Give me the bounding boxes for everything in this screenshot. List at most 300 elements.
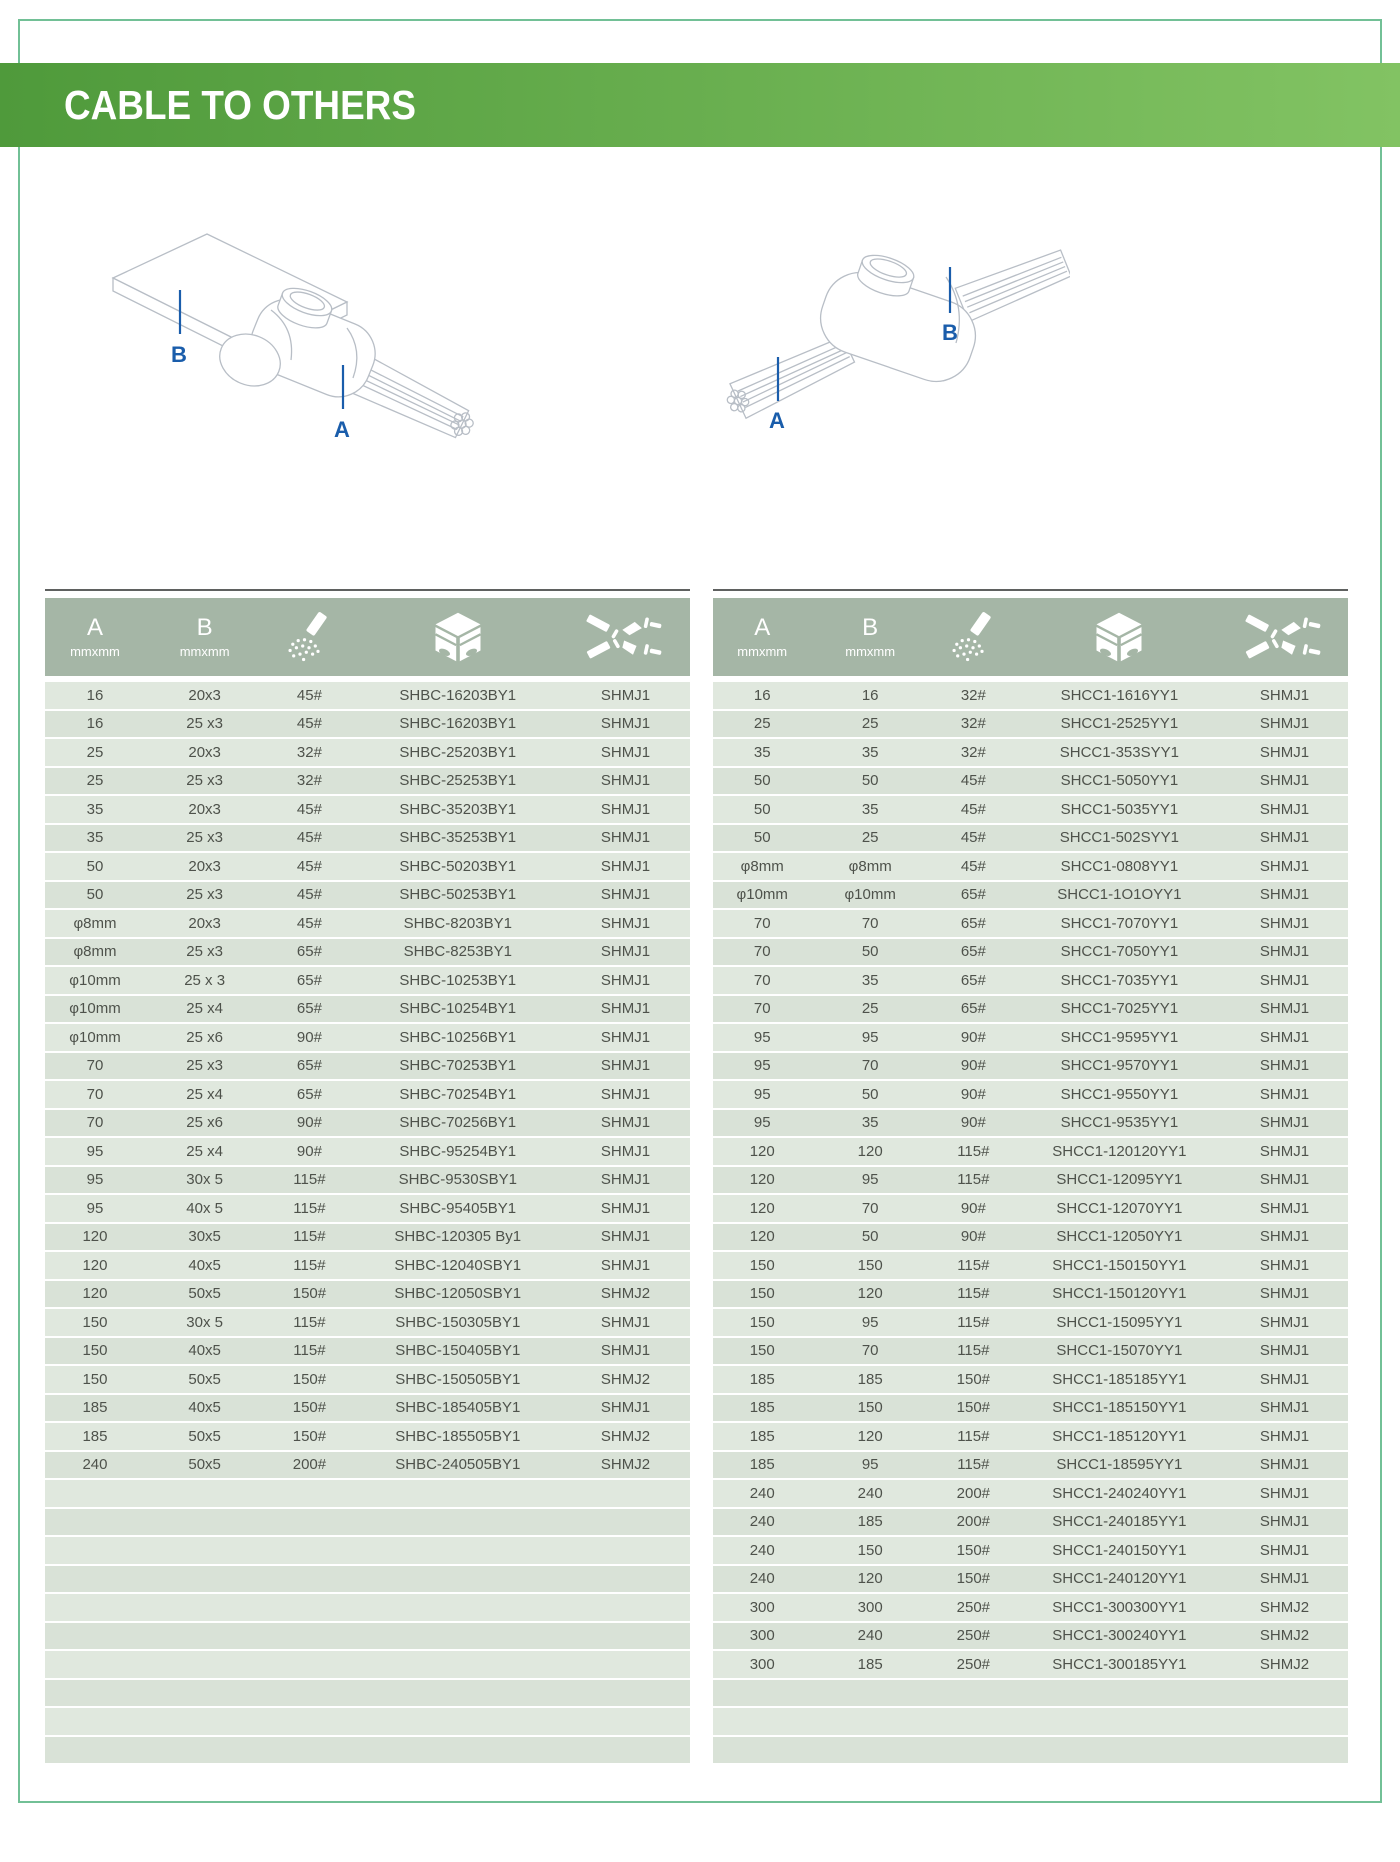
- cell: 240: [45, 1452, 145, 1479]
- table-row: [45, 768, 690, 795]
- cell: 50: [45, 882, 145, 909]
- cell: SHBC-185505BY1: [355, 1423, 561, 1450]
- table-row: [713, 739, 1348, 766]
- cell: 185: [45, 1395, 145, 1422]
- cell: SHCC1-15095YY1: [1018, 1309, 1221, 1336]
- table-top-rule: [713, 589, 1348, 591]
- cell: 185: [811, 1509, 928, 1536]
- cell: SHCC1-240185YY1: [1018, 1509, 1221, 1536]
- cell: SHCC1-12070YY1: [1018, 1195, 1221, 1222]
- cell: 35: [811, 1110, 928, 1137]
- cell: φ8mm: [713, 853, 811, 880]
- cell: [355, 1737, 561, 1764]
- cell: 185: [45, 1423, 145, 1450]
- cell: SHCC1-300300YY1: [1018, 1594, 1221, 1621]
- cell: 90#: [264, 1138, 354, 1165]
- column-header-product: [355, 610, 561, 664]
- label-b: B: [171, 342, 187, 367]
- column-a-label: A: [86, 614, 103, 641]
- table-row: [713, 1024, 1348, 1051]
- cell: 150: [45, 1366, 145, 1393]
- cell: SHBC-185405BY1: [355, 1395, 561, 1422]
- column-header-abrasive: [264, 610, 354, 664]
- cell: 115#: [264, 1167, 354, 1194]
- cell: SHMJ1: [561, 996, 690, 1023]
- cell: SHMJ1: [1221, 1480, 1348, 1507]
- cell: 300: [713, 1651, 811, 1678]
- cell: SHCC1-7070YY1: [1018, 910, 1221, 937]
- cell: SHMJ1: [561, 910, 690, 937]
- cell: SHBC-35253BY1: [355, 825, 561, 852]
- cell: 65#: [929, 882, 1018, 909]
- cell: [561, 1708, 690, 1735]
- table-row: [713, 1224, 1348, 1251]
- cell: [45, 1708, 145, 1735]
- table-row: [713, 1252, 1348, 1279]
- cell: SHBC-25253BY1: [355, 768, 561, 795]
- cell: SHBC-50253BY1: [355, 882, 561, 909]
- cell: SHMJ1: [561, 1053, 690, 1080]
- cell: 35: [811, 967, 928, 994]
- cell: [264, 1566, 354, 1593]
- cell: 50: [811, 1081, 928, 1108]
- cell: [713, 1737, 811, 1764]
- cell: 70: [45, 1110, 145, 1137]
- table-row: [713, 1138, 1348, 1165]
- cell: 150: [713, 1338, 811, 1365]
- cell: 16: [45, 682, 145, 709]
- cell: 185: [811, 1366, 928, 1393]
- cell: SHBC-35203BY1: [355, 796, 561, 823]
- cell: [264, 1480, 354, 1507]
- cell: 250#: [929, 1594, 1018, 1621]
- table-row: [713, 682, 1348, 709]
- cell: 50x5: [145, 1423, 264, 1450]
- cell: 35: [811, 796, 928, 823]
- cell: 90#: [929, 1053, 1018, 1080]
- cell: 65#: [264, 939, 354, 966]
- cell: 150#: [929, 1395, 1018, 1422]
- table-row: [45, 996, 690, 1023]
- table-row: [45, 1395, 690, 1422]
- cell: 30x5: [145, 1224, 264, 1251]
- cell: [355, 1537, 561, 1564]
- cell: SHMJ1: [561, 1224, 690, 1251]
- cell: SHMJ1: [1221, 882, 1348, 909]
- cell: 45#: [264, 711, 354, 738]
- cell: SHMJ1: [561, 1338, 690, 1365]
- cell: [355, 1651, 561, 1678]
- cell: SHCC1-7025YY1: [1018, 996, 1221, 1023]
- cell: 70: [811, 910, 928, 937]
- cell: SHMJ1: [1221, 853, 1348, 880]
- cell: 70: [45, 1053, 145, 1080]
- cell: 20x3: [145, 910, 264, 937]
- cell: 90#: [929, 1195, 1018, 1222]
- cell: [1018, 1737, 1221, 1764]
- cell: 40x5: [145, 1338, 264, 1365]
- cell: SHCC1-1O1OYY1: [1018, 882, 1221, 909]
- label-a: A: [334, 417, 350, 442]
- cell: 70: [713, 910, 811, 937]
- cell: 120: [713, 1195, 811, 1222]
- cell: 95: [713, 1053, 811, 1080]
- table-row: [713, 1110, 1348, 1137]
- cell: 95: [713, 1024, 811, 1051]
- cable-to-cable-drawing: [650, 215, 1070, 445]
- cell: 240: [811, 1480, 928, 1507]
- assembly-parts-icon: [1244, 610, 1324, 664]
- cell: 300: [811, 1594, 928, 1621]
- cell: 185: [811, 1651, 928, 1678]
- cell: 70: [713, 996, 811, 1023]
- cell: [355, 1680, 561, 1707]
- cell: [713, 1680, 811, 1707]
- cell: SHMJ1: [1221, 1252, 1348, 1279]
- cell: 120: [811, 1423, 928, 1450]
- column-header-b: [811, 615, 928, 659]
- cell: SHCC1-300240YY1: [1018, 1623, 1221, 1650]
- table-top-rule: [45, 589, 690, 591]
- label-a: A: [769, 408, 785, 433]
- table-row: [713, 1480, 1348, 1507]
- cell: 50: [811, 939, 928, 966]
- cell: SHCC1-502SYY1: [1018, 825, 1221, 852]
- cell: SHMJ1: [1221, 1366, 1348, 1393]
- cell: 70: [811, 1195, 928, 1222]
- cell: 25: [811, 996, 928, 1023]
- table-row: [45, 739, 690, 766]
- cell: [1221, 1680, 1348, 1707]
- cell: 115#: [929, 1309, 1018, 1336]
- cell: [145, 1480, 264, 1507]
- cell: [929, 1680, 1018, 1707]
- table-row-empty: [45, 1509, 690, 1536]
- table-row: [713, 1395, 1348, 1422]
- cell: φ8mm: [45, 939, 145, 966]
- cell: [561, 1594, 690, 1621]
- cell: 25 x3: [145, 939, 264, 966]
- cell: [929, 1708, 1018, 1735]
- cell: SHMJ1: [561, 1138, 690, 1165]
- cell: SHCC1-12095YY1: [1018, 1167, 1221, 1194]
- cell: SHMJ1: [1221, 1537, 1348, 1564]
- cell: SHCC1-185185YY1: [1018, 1366, 1221, 1393]
- cell: 65#: [929, 939, 1018, 966]
- cell: SHCC1-15070YY1: [1018, 1338, 1221, 1365]
- cell: 20x3: [145, 853, 264, 880]
- cell: [561, 1680, 690, 1707]
- table-row: [45, 1338, 690, 1365]
- cell: SHMJ1: [1221, 1053, 1348, 1080]
- cell: 40x 5: [145, 1195, 264, 1222]
- table-row: [713, 1452, 1348, 1479]
- label-b: B: [942, 320, 958, 345]
- cell: 150#: [264, 1366, 354, 1393]
- cell: [561, 1651, 690, 1678]
- cell: SHMJ1: [561, 1252, 690, 1279]
- cell: [355, 1509, 561, 1536]
- cell: SHMJ1: [1221, 1566, 1348, 1593]
- cell: [264, 1708, 354, 1735]
- cell: [264, 1537, 354, 1564]
- cell: 65#: [264, 1081, 354, 1108]
- cell: 150: [45, 1309, 145, 1336]
- cell: 250#: [929, 1651, 1018, 1678]
- cell: 25 x3: [145, 825, 264, 852]
- cell: SHMJ1: [561, 768, 690, 795]
- cell: SHCC1-300185YY1: [1018, 1651, 1221, 1678]
- cell: [355, 1708, 561, 1735]
- bar-to-cable-drawing: [95, 210, 485, 450]
- cell: 185: [713, 1423, 811, 1450]
- cell: SHCC1-185120YY1: [1018, 1423, 1221, 1450]
- cell: 32#: [929, 711, 1018, 738]
- table-row: [45, 1309, 690, 1336]
- cell: 150#: [929, 1537, 1018, 1564]
- table-row: [713, 1309, 1348, 1336]
- spec-table-body: [45, 680, 690, 1765]
- cell: [145, 1623, 264, 1650]
- cell: SHMJ1: [561, 796, 690, 823]
- table-row: [45, 1252, 690, 1279]
- cell: [1018, 1680, 1221, 1707]
- cell: SHBC-150505BY1: [355, 1366, 561, 1393]
- cell: 120: [713, 1224, 811, 1251]
- cell: 150: [713, 1309, 811, 1336]
- cell: 25: [45, 768, 145, 795]
- cell: 25: [811, 711, 928, 738]
- cell: SHMJ2: [561, 1366, 690, 1393]
- cell: SHMJ1: [1221, 1509, 1348, 1536]
- cell: 300: [713, 1594, 811, 1621]
- cell: 250#: [929, 1623, 1018, 1650]
- cell: SHMJ1: [561, 967, 690, 994]
- cell: [145, 1651, 264, 1678]
- cell: SHCC1-18595YY1: [1018, 1452, 1221, 1479]
- column-a-label: A: [754, 614, 771, 641]
- table-row-empty: [45, 1680, 690, 1707]
- cell: [561, 1537, 690, 1564]
- cell: [45, 1509, 145, 1536]
- cell: SHCC1-5050YY1: [1018, 768, 1221, 795]
- cell: 240: [713, 1537, 811, 1564]
- cell: 65#: [264, 1053, 354, 1080]
- cell: 25 x 3: [145, 967, 264, 994]
- table-row: [45, 939, 690, 966]
- cell: 45#: [264, 853, 354, 880]
- cell: 300: [713, 1623, 811, 1650]
- cell: 120: [45, 1252, 145, 1279]
- cell: 115#: [929, 1252, 1018, 1279]
- table-row: [713, 1623, 1348, 1650]
- table-row: [713, 1366, 1348, 1393]
- cell: 120: [811, 1138, 928, 1165]
- cell: 150: [713, 1252, 811, 1279]
- cell: SHCC1-240240YY1: [1018, 1480, 1221, 1507]
- cell: [45, 1623, 145, 1650]
- cell: SHMJ2: [561, 1423, 690, 1450]
- column-header-a: [45, 615, 145, 659]
- cell: [264, 1509, 354, 1536]
- table-row: [713, 1338, 1348, 1365]
- table-row: [713, 1081, 1348, 1108]
- cell: 185: [713, 1366, 811, 1393]
- cell: 45#: [264, 910, 354, 937]
- cell: 25 x3: [145, 711, 264, 738]
- cell: 120: [811, 1281, 928, 1308]
- cell: SHMJ1: [1221, 939, 1348, 966]
- table-row: [713, 1195, 1348, 1222]
- cell: SHMJ1: [1221, 1309, 1348, 1336]
- column-a-unit: mmxmm: [737, 644, 788, 659]
- cell: φ10mm: [45, 996, 145, 1023]
- cell: 150#: [264, 1395, 354, 1422]
- cell: SHMJ1: [561, 1395, 690, 1422]
- cell: φ10mm: [45, 1024, 145, 1051]
- cell: 25 x6: [145, 1024, 264, 1051]
- cell: 115#: [929, 1138, 1018, 1165]
- cell: [561, 1623, 690, 1650]
- table-row: [45, 1452, 690, 1479]
- cell: φ10mm: [713, 882, 811, 909]
- table-row: [45, 1366, 690, 1393]
- cell: SHMJ1: [1221, 1024, 1348, 1051]
- table-row: [45, 796, 690, 823]
- table-row: [713, 1594, 1348, 1621]
- cell: 45#: [929, 825, 1018, 852]
- cell: 150#: [264, 1423, 354, 1450]
- cell: [355, 1566, 561, 1593]
- cell: 45#: [264, 682, 354, 709]
- cell: 30x 5: [145, 1309, 264, 1336]
- cell: SHMJ1: [561, 882, 690, 909]
- cell: SHCC1-353SYY1: [1018, 739, 1221, 766]
- cell: SHCC1-9535YY1: [1018, 1110, 1221, 1137]
- cell: [811, 1680, 928, 1707]
- table-row: [713, 1167, 1348, 1194]
- column-header-assembly: [561, 610, 690, 664]
- cell: SHBC-70256BY1: [355, 1110, 561, 1137]
- cell: [811, 1708, 928, 1735]
- section-banner: [0, 63, 1400, 147]
- table-row: [713, 796, 1348, 823]
- cell: SHMJ1: [1221, 1452, 1348, 1479]
- cell: 16: [713, 682, 811, 709]
- cell: 115#: [929, 1423, 1018, 1450]
- cell: SHMJ1: [1221, 1195, 1348, 1222]
- cell: SHBC-25203BY1: [355, 739, 561, 766]
- table-row: [45, 1195, 690, 1222]
- table-row-empty: [45, 1480, 690, 1507]
- cell: 32#: [929, 682, 1018, 709]
- cell: 90#: [929, 1081, 1018, 1108]
- table-row: [713, 1509, 1348, 1536]
- table-row: [45, 1167, 690, 1194]
- cell: 115#: [929, 1167, 1018, 1194]
- cell: SHBC-10256BY1: [355, 1024, 561, 1051]
- cell: 150: [811, 1395, 928, 1422]
- table-row: [713, 853, 1348, 880]
- cell: [1221, 1737, 1348, 1764]
- cell: [811, 1737, 928, 1764]
- cell: SHMJ1: [1221, 1081, 1348, 1108]
- table-row-empty: [45, 1566, 690, 1593]
- table-row: [713, 1281, 1348, 1308]
- cell: 25 x3: [145, 768, 264, 795]
- table-row: [45, 1423, 690, 1450]
- cell: SHBC-120305 By1: [355, 1224, 561, 1251]
- cell: 115#: [929, 1281, 1018, 1308]
- cell: 150: [713, 1281, 811, 1308]
- cell: 65#: [264, 967, 354, 994]
- table-row-empty: [713, 1680, 1348, 1707]
- cell: SHCC1-150120YY1: [1018, 1281, 1221, 1308]
- cell: 150#: [929, 1566, 1018, 1593]
- cell: 25 x3: [145, 882, 264, 909]
- cell: 200#: [929, 1480, 1018, 1507]
- cell: 200#: [929, 1509, 1018, 1536]
- cell: 95: [811, 1309, 928, 1336]
- cell: 240: [713, 1509, 811, 1536]
- cell: 20x3: [145, 739, 264, 766]
- cell: 32#: [264, 768, 354, 795]
- column-header-abrasive: [929, 610, 1018, 664]
- cell: [45, 1594, 145, 1621]
- cell: 20x3: [145, 796, 264, 823]
- cell: [561, 1480, 690, 1507]
- cell: 70: [45, 1081, 145, 1108]
- table-header: [713, 598, 1348, 676]
- cell: 25 x3: [145, 1053, 264, 1080]
- table-row: [713, 1566, 1348, 1593]
- cell: 200#: [264, 1452, 354, 1479]
- cable-strands-right: [955, 246, 1070, 321]
- table-row-empty: [45, 1594, 690, 1621]
- cell: 50x5: [145, 1366, 264, 1393]
- table-row: [713, 1651, 1348, 1678]
- cell: SHBC-240505BY1: [355, 1452, 561, 1479]
- cell: 70: [713, 967, 811, 994]
- cell: 150: [45, 1338, 145, 1365]
- column-a-unit: mmxmm: [70, 644, 120, 659]
- cell: 32#: [929, 739, 1018, 766]
- cell: 95: [713, 1081, 811, 1108]
- column-b-unit: mmxmm: [845, 644, 896, 659]
- cell: SHMJ1: [1221, 1395, 1348, 1422]
- cell: 65#: [929, 996, 1018, 1023]
- cell: SHMJ1: [1221, 768, 1348, 795]
- column-header-product: [1018, 610, 1221, 664]
- cell: 120: [45, 1281, 145, 1308]
- table-header: [45, 598, 690, 676]
- cell: SHMJ1: [1221, 739, 1348, 766]
- cell: SHCC1-12050YY1: [1018, 1224, 1221, 1251]
- cell: 150#: [264, 1281, 354, 1308]
- cell: SHMJ2: [561, 1281, 690, 1308]
- cell: [561, 1566, 690, 1593]
- table-row: [713, 882, 1348, 909]
- cell: 50: [45, 853, 145, 880]
- cell: 95: [811, 1024, 928, 1051]
- cell: SHMJ2: [561, 1452, 690, 1479]
- cell: 25 x6: [145, 1110, 264, 1137]
- column-header-a: [713, 615, 811, 659]
- spec-table-cable-to-cable: [713, 589, 1348, 1765]
- cell: 115#: [929, 1452, 1018, 1479]
- cell: 90#: [264, 1024, 354, 1051]
- cell: 95: [45, 1167, 145, 1194]
